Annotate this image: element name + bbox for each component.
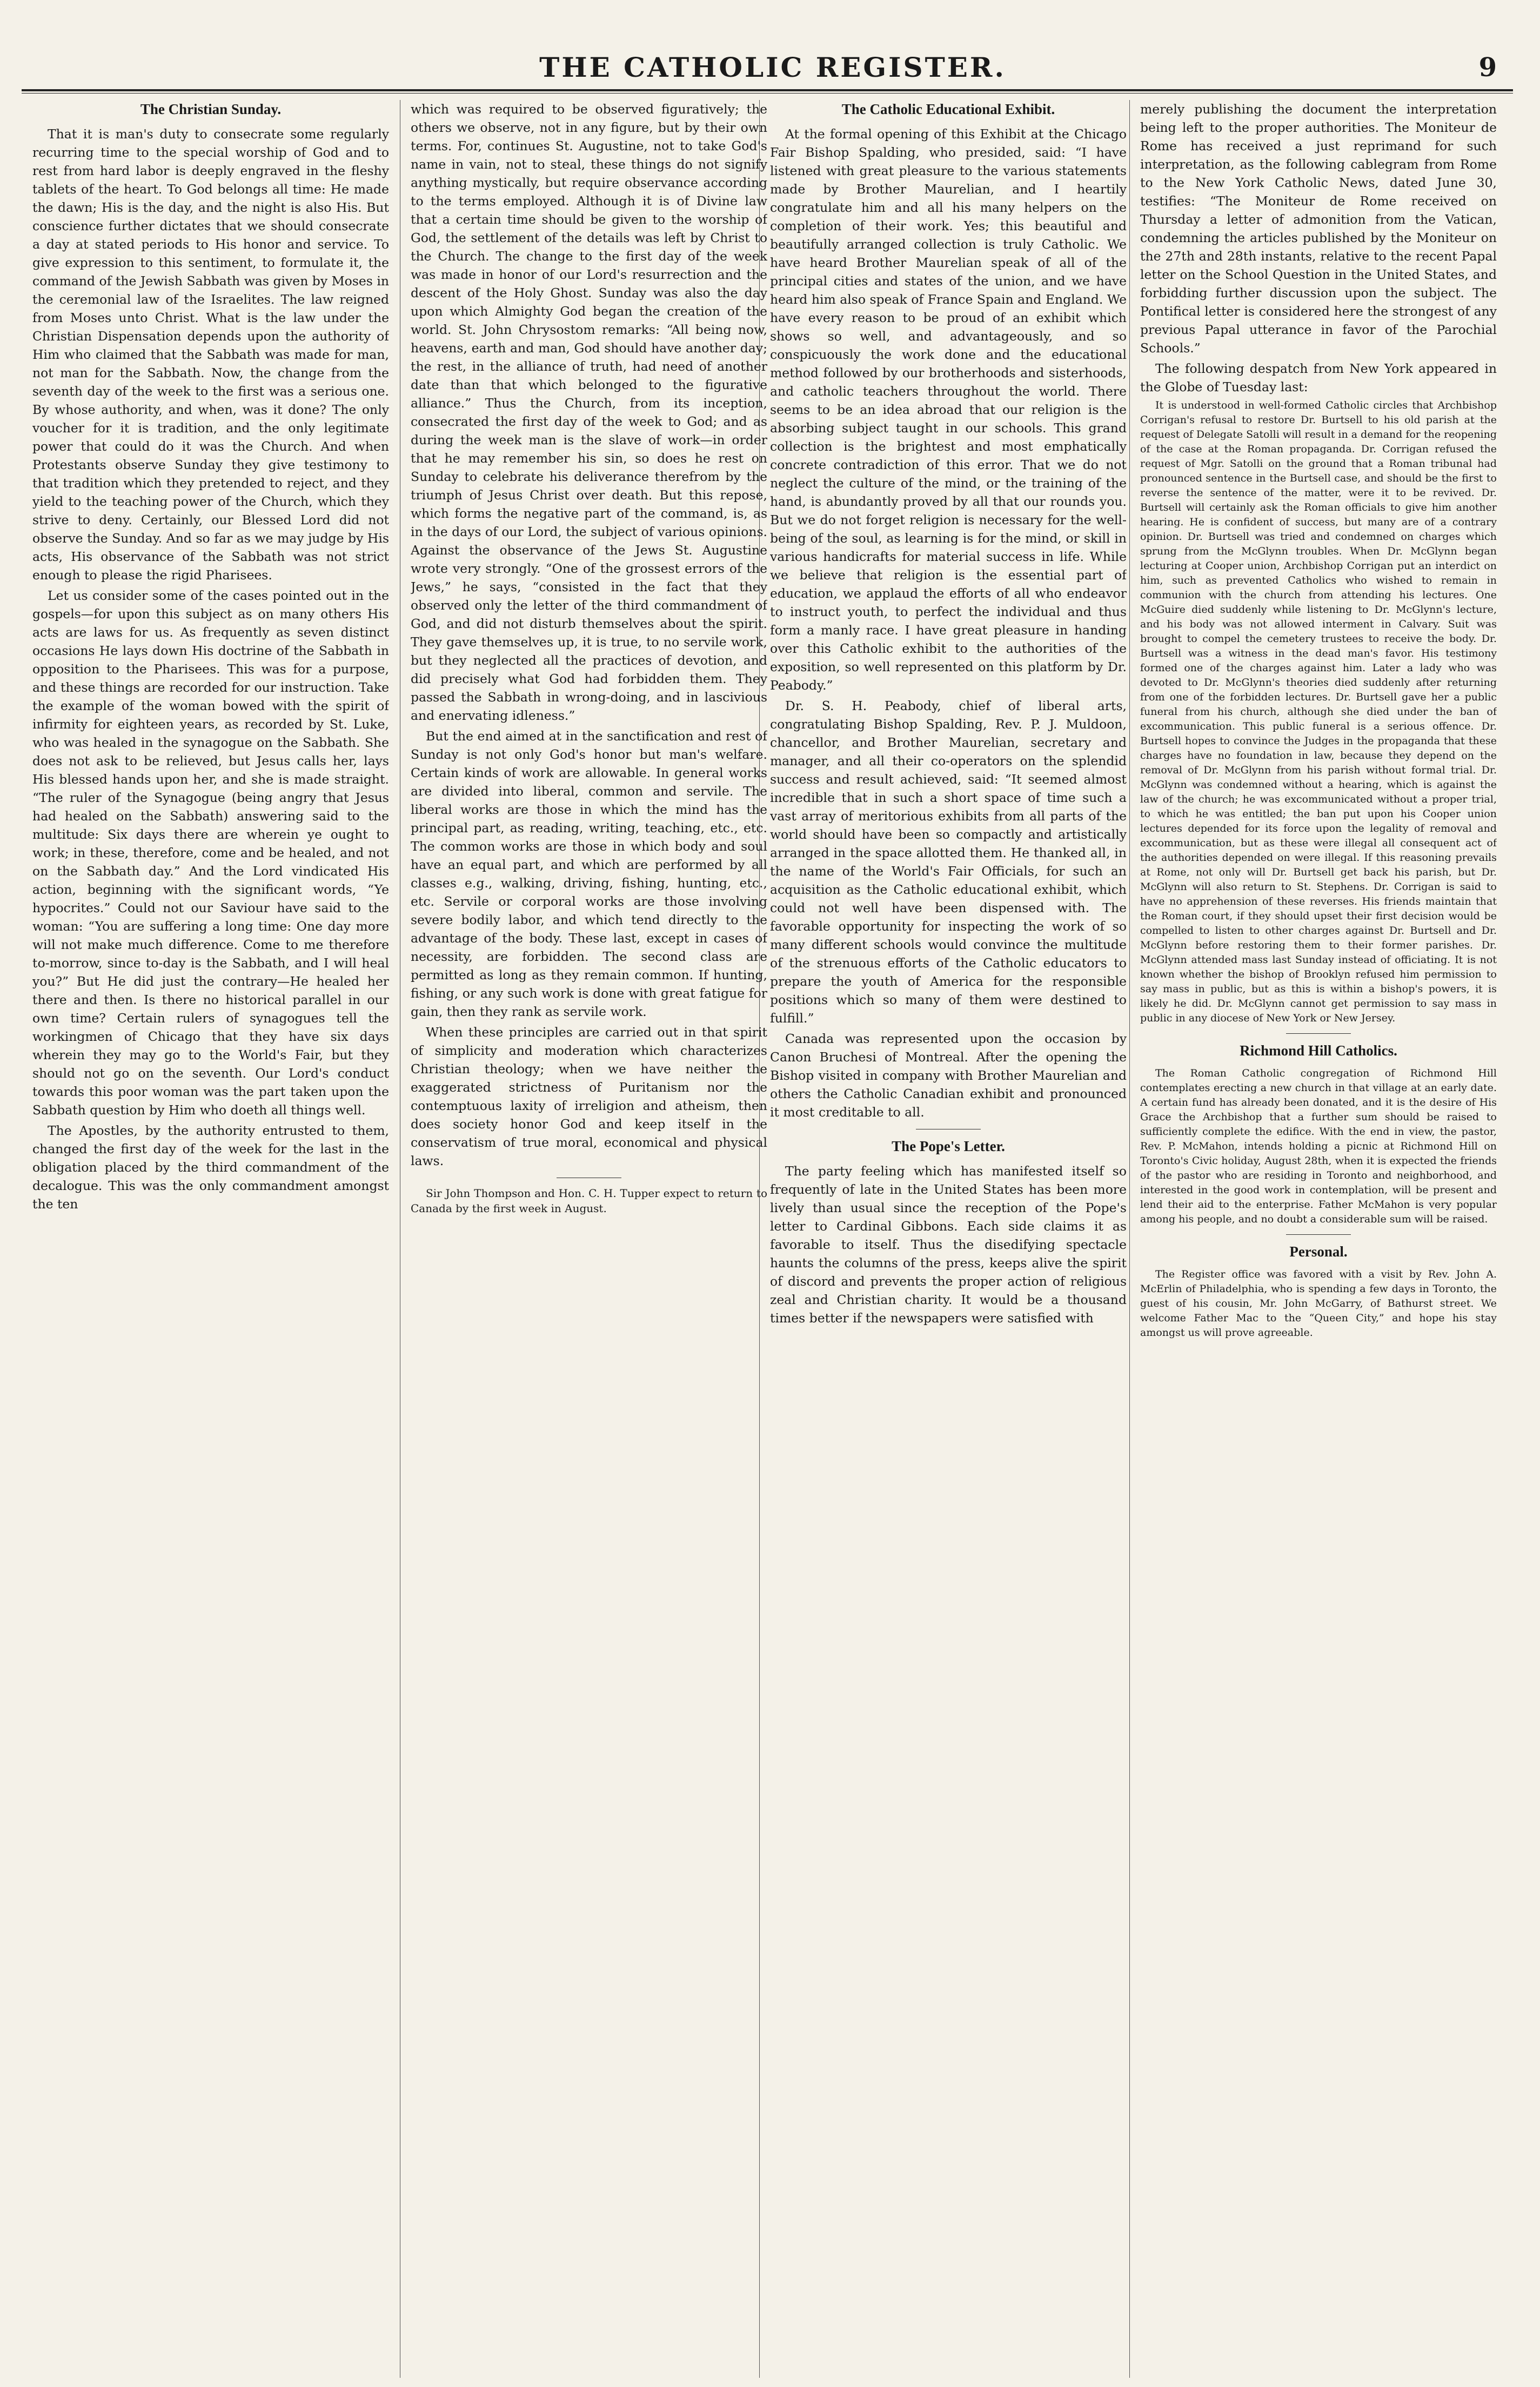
news-note-thompson: Sir John Thompson and Hon. C. H. Tupper expect to return to Canada by the first week in August. xyxy=(411,1187,767,1215)
article-heading-educational-exhibit: The Catholic Educational Exhibit. xyxy=(841,101,1055,117)
column-1 xyxy=(32,100,389,2381)
article-paragraph: But the end aimed at in the sanctification and rest of Sunday is not only God's honor but man's welfare. Certain kinds of work are allowable. In general works are divided into liberal, common and servile. The liberal works are those in which the mind has the principal part, as reading, writing, teaching, etc., etc. The common works are those in which body and soul have an equal part, and which are performed by all classes e.g., walking, driving, fishing, hunting, etc., etc. Servile or corporal works are those involving severe bodily labor, and which tend directly to the advantage of the body. These last, except in cases of necessity, are forbidden. The second class are permitted as long as they remain common. If hunting, fishing, or any such work is done with great fatigue for gain, then they rank as servile work. xyxy=(411,728,767,1019)
article-paragraph: When these principles are carried out in that spirit of simplicity and moderation which characterizes Christian theology; when we have neither the exaggerated strictness of Puritanism nor the contemptuous laxity of irreligion and atheism, then does society honor God and keep itself in the conservatism of true moral, economical and physical laws. xyxy=(411,1025,767,1168)
article-paragraph: The party feeling which has manifested itself so frequently of late in the United States has been more lively than usual since the reception of the Pope's letter to Cardinal Gibbons. Each side claims it as favorable to itself. Thus the disedifying spectacle haunts the columns of the press, keeps alive the spirit of discord and prevents the proper action of religious zeal and Christian charity. It would be a thousand times better if the newspapers were satisfied with xyxy=(770,1164,1127,1326)
column-2 xyxy=(411,100,767,2381)
column-3 xyxy=(770,100,1127,2381)
newspaper-title: THE CATHOLIC REGISTER. xyxy=(539,51,1006,83)
article-paragraph: which was required to be observed figuratively; the others we observe, not in any figure, but by their own terms. For, continues St. Augustine, not to take God's name in vain, not to steal, these things do not signify anything mystically, but require observance according to the terms employed. Although it is of Divine law that a certain time should be given to the worship of God, the settlement of the details was left by Christ to the Church. The change to the first day of the week was made in honor of our Lord's resurrection and the descent of the Holy Ghost. Sunday was also the day upon which Almighty God began the creation of the world. St. John Chrysostom remarks: “All being now, heavens, earth and man, God should have another day; the rest, in the alliance of truth, had need of another date than that which belonged to the figurative alliance.” Thus the Church, from its inception, consecrated the first day of the week to God; and as during the week man is the slave of work—in order that he may remember his sin, so does he rest on Sunday to celebrate his deliverance therefrom by the triumph of Jesus Christ over death. But this repose, which forms the negative part of the command, is, as in the days of our Lord, the subject of various opinions. Against the observance of the Jews St. Augustine wrote very strongly. “One of the grossest errors of the Jews,” he says, “consisted in the fact that they observed only the letter of the third commandment of God, and did not disturb themselves about the spirit. They gave themselves up, it is true, to no servile work, but they neglected all the practices of devotion, and did precisely what God had forbidden them. They passed the Sabbath in wrong-doing, and in lascivious and enervating idleness.” xyxy=(411,102,767,723)
article-paragraph: merely publishing the document the interpretation being left to the proper authorities. The Moniteur de Rome has received a just reprimand for such interpretation, as the following cablegram from Rome to the New York Catholic News, dated June 30, testifies: “The Moniteur de Rome received on Thursday a letter of admonition from the Vatican, condemning the articles published by the Moniteur on the 27th and 28th instants, relative to the recent Papal letter on the School Question in the United States, and forbidding further discussion upon the subject. The Pontifical letter is considered here the strongest of any previous Papal utterance in favor of the Parochial Schools.” xyxy=(1140,102,1497,356)
article-paragraph: That it is man's duty to consecrate some regularly recurring time to the special worship of God and to rest from hard labor is deeply engraved in the fleshy tablets of the heart. To God belongs all time: He made the dawn; His is the day, and the night is also His. But conscience further dictates that we should consecrate a day at stated periods to His honor and service. To give expression to this sentiment, to formulate it, the command of the Jewish Sabbath was given by Moses in the ceremonial law of the Israelites. The law reigned from Moses unto Christ. What is the law under the Christian Dispensation depends upon the authority of Him who claimed that the Sabbath was made for man, not man for the Sabbath. Now, the change from the seventh day of the week to the first was a serious one. By whose authority, and when, was it done? The only voucher for it is tradition, and the only legitimate power that could do it was the Church. And when Protestants observe Sunday they give testimony to that tradition which they pretended to reject, and they yield to the teaching power of the Church, which they strive to deny. Certainly, our Blessed Lord did not observe the Sunday. And so far as we may judge by His acts, His observance of the Sabbath was not strict enough to please the rigid Pharisees. xyxy=(32,126,389,583)
column-4 xyxy=(1140,100,1497,2381)
article-paragraph: Let us consider some of the cases pointed out in the gospels—for upon this subject as on many others His acts are laws for us. As frequently as seven distinct occasions He lays down His doctrine of the Sabbath in opposition to the Pharisees. This was for a purpose, and these things are recorded for our instruction. Take the example of the woman bowed with the spirit of infirmity for eighteen years, as recorded by St. Luke, who was healed in the synagogue on the Sabbath. She does not ask to be relieved, but Jesus calls her, lays His blessed hands upon her, and she is made straight. “The ruler of the Synagogue (being angry that Jesus had healed on the Sabbath) answering said to the multitude: Six days there are wherein ye ought to work; in these, therefore, come and be healed, and not on the Sabbath day.” And the Lord vindicated His action, beginning with the significant words, “Ye hypocrites.” Could not our Saviour have said to the woman: “You are suffering a long time: One day more will not make much difference. Come to me therefore to-morrow, since to-day is the Sabbath, and I will heal you?” But He did just the contrary—He healed her there and then. Is there no historical parallel in our own time? Certain rulers of synagogues tell the workingmen of Chicago that they have six days wherein they may go to the World's Fair, but they should not go on the seventh. Our Lord's conduct towards this poor woman was the part taken upon the Sabbath question by Him who doeth all things well. xyxy=(32,588,389,1118)
section-divider xyxy=(1286,1234,1351,1235)
article-paragraph: Canada was represented upon the occasion by Canon Bruchesi of Montreal. After the opening the Bishop visited in company with Brother Maurelian and others the Catholic Canadian exhibit and pronounced it most creditable to all. xyxy=(770,1031,1127,1120)
page-number: 9 xyxy=(1478,52,1497,83)
article-paragraph: Dr. S. H. Peabody, chief of liberal arts, congratulating Bishop Spalding, Rev. P. J. Muldoon, chancellor, and Brother Maurelian, secretary and manager, and all their co-operators on the splendid success and result achieved, said: “It seemed almost incredible that in such a short space of time such a vast array of meritorious exhibits from all parts of the world should have been so compactly and artistically arranged in the space allotted them. He thanked all, in the name of the World's Fair Officials, for such an acquisition as the Catholic educational exhibit, which could not well have been dispensed with. The favorable opportunity for inspecting the work of so many different schools would convince the multitude of the strenuous efforts of the Catholic educators to prepare the youth of America for the responsible positions which so many of them were destined to fulfill.” xyxy=(770,698,1127,1026)
masthead-rule xyxy=(22,89,1513,91)
article-heading-personal: Personal. xyxy=(1289,1243,1348,1260)
column-divider xyxy=(1129,100,1130,2378)
despatch-quote: It is understood in well-formed Catholic circles that Archbishop Corrigan's refusal to restore Dr. Burtsell to his old parish at the request of Delegate Satolli will result in a demand for the reopening of the case at the Roman propaganda. Dr. Corrigan refused the request of Mgr. Satolli on the ground that a Roman tribunal had pronounced sentence in the Burtsell case, and should be the first to reverse the sentence of the matter, were it to be revived. Dr. Burtsell will certainly ask the Roman officials to give him another hearing. He is confident of success, but many are of a contrary opinion. Dr. Burtsell was tried and condemned on charges which sprung from the McGlynn troubles. When Dr. McGlynn began lecturing at Cooper union, Archbishop Corrigan put an interdict on him, such as prevented Catholics who wished to remain in communion with the church from attending his lectures. One McGuire died suddenly while listening to Dr. McGlynn's lecture, and his body was not allowed interment in Calvary. Suit was brought to compel the cemetery trustees to receive the body. Dr. Burtsell was a witness in the dead man's favor. His testimony formed one of the charges against him. Later a lady who was devoted to Dr. McGlynn's theories died suddenly after returning from one of the forbidden lectures. Dr. Burtsell gave her a public funeral from his church, although she died under the ban of excommunication. This public funeral is a serious offence. Dr. Burtsell hopes to convince the Judges in the propaganda that these charges have no foundation in law, because they depend on the removal of Dr. McGlynn from his parish without formal trial. Dr. McGlynn was condemned without a hearing, which is against the law of the church; he was excommunicated without a proper trial, to which he was entitled; the ban put upon his Cooper union lectures depended for its force upon the legality of removal and excommunication, but as these were illegal all consequent act of the authorities depended on were illegal. If this reasoning prevails at Rome, not only will Dr. Burtsell get back his parish, but Dr. McGlynn will also return to St. Stephens. Dr. Corrigan is said to have no apprehension of these reverses. His friends maintain that the Roman court, if they should upset their first decision would be compelled to listen to other charges against Dr. Burtsell and Dr. McGlynn before restoring them to their former parishes. Dr. McGlynn attended mass last Sunday instead of officiating. It is not known whether the bishop of Brooklyn refused him permission to say mass in public, but as this is within a bishop's powers, it is likely he did. Dr. McGlynn cannot get permission to say mass in public in any diocese of New York or New Jersey. xyxy=(1140,399,1497,1024)
article-paragraph: The Roman Catholic congregation of Richmond Hill contemplates erecting a new church in that village at an early date. A certain fund has already been donated, and it is the desire of His Grace the Archbishop that a further sum should be raised to sufficiently complete the edifice. With the end in view, the pastor, Rev. P. McMahon, intends holding a picnic at Richmond Hill on Toronto's Civic holiday, August 28th, when it is expected the friends of the pastor who are residing in Toronto and neighborhood, and interested in the good work in contemplation, will be present and lend their aid to the enterprise. Father McMahon is very popular among his people, and no doubt a considerable sum will be raised. xyxy=(1140,1067,1497,1225)
article-paragraph: The following despatch from New York appeared in the Globe of Tuesday last: xyxy=(1140,361,1497,395)
article-paragraph: At the formal opening of this Exhibit at the Chicago Fair Bishop Spalding, who presided, said: “I have listened with great pleasure to the various statements made by Brother Maurelian, and I heartily congratulate him and all his many helpers on the completion of their work. Yes; this beautiful and beautifully arranged collection is truly Catholic. We have heard Brother Maurelian speak of all of the principal cities and states of the union, and we have heard him also speak of France Spain and England. We have every reason to be proud of an exhibit which shows so well, and advantageously, and so conspicuously the work done and the educational method followed by our brotherhoods and sisterhoods, and catholic teachers throughout the world. There seems to be an idea abroad that our religion is the absorbing subject taught in our schools. This grand collection is the brightest and most emphatically concrete contradiction of this error. That we do not neglect the culture of the mind, or the training of the hand, is abundantly proved by all that our rounds you. But we do not forget religion is necessary for the well-being of the soul, as learning is for the mind, or skill in various handicrafts for material success in life. While we believe that religion is the essential part of education, we applaud the efforts of all who endeavor to instruct youth, to perfect the individual and thus form a manly race. I have great pleasure in handing over this Catholic exhibit to the authorities of the exposition, so well represented on this platform by Dr. Peabody.” xyxy=(770,126,1127,693)
masthead xyxy=(49,51,1497,85)
article-heading-richmond-hill: Richmond Hill Catholics. xyxy=(1240,1042,1397,1059)
article-paragraph: The Register office was favored with a visit by Rev. John A. McErlin of Philadelphia, who is spending a few days in Toronto, the guest of his cousin, Mr. John McGarry, of Bathurst street. We welcome Father Mac to the “Queen City,” and hope his stay amongst us will prove agreeable. xyxy=(1140,1268,1497,1339)
article-paragraph: The Apostles, by the authority entrusted to them, changed the first day of the week for the last in the obligation placed by the third commandment of the decalogue. This was the only commandment amongst the ten xyxy=(32,1123,389,1212)
article-heading-christian-sunday: The Christian Sunday. xyxy=(140,101,282,117)
article-heading-popes-letter: The Pope's Letter. xyxy=(892,1138,1005,1154)
section-divider xyxy=(1286,1033,1351,1034)
